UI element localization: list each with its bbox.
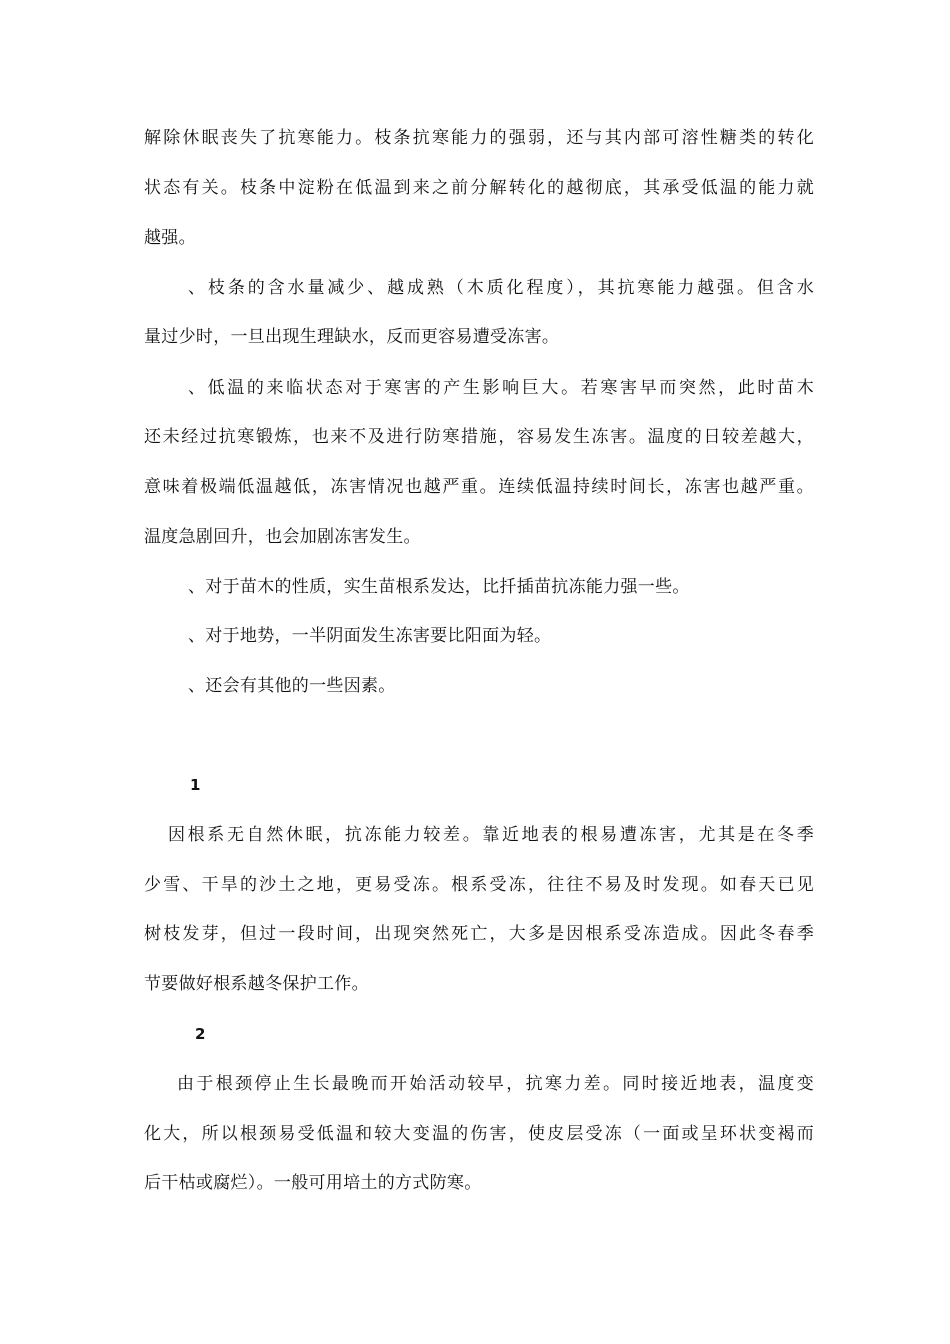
paragraph-line: 由于根颈停止生长最晚而开始活动较早，抗寒力差。同时接近地表，温度变 [177,1074,814,1094]
paragraph-line: 、枝条的含水量减少、越成熟（木质化程度），其抗寒能力越强。但含水 [188,278,814,298]
paragraph-line: 、低温的来临状态对于寒害的产生影响巨大。若寒害早而突然，此时苗木 [188,378,814,398]
paragraph-line: 化大，所以根颈易受低温和较大变温的伤害，使皮层受冻（一面或呈环状变褐而 [144,1124,814,1144]
paragraph-line: 温度急剧回升，也会加剧冻害发生。 [144,527,421,547]
paragraph-line: 、对于苗木的性质，实生苗根系发达，比扦插苗抗冻能力强一些。 [188,577,690,597]
paragraph-line: 后干枯或腐烂）。一般可用培土的方式防寒。 [144,1173,482,1193]
paragraph-line: 、还会有其他的一些因素。 [188,676,396,696]
paragraph-line: 树枝发芽，但过一段时间，出现突然死亡，大多是因根系受冻造成。因此冬春季 [144,924,814,944]
paragraph-line: 越强。 [144,228,196,248]
section-number: 2 [195,1025,206,1043]
paragraph-line: 量过少时，一旦出现生理缺水，反而更容易遭受冻害。 [144,327,560,347]
paragraph-line: 、对于地势，一半阴面发生冻害要比阳面为轻。 [188,626,552,646]
paragraph-line: 状态有关。枝条中淀粉在低温到来之前分解转化的越彻底，其承受低温的能力就 [144,178,814,198]
paragraph-line: 还未经过抗寒锻炼，也来不及进行防寒措施，容易发生冻害。温度的日较差越大， [144,427,814,447]
paragraph-line: 因根系无自然休眠，抗冻能力较差。靠近地表的根易遭冻害，尤其是在冬季 [168,825,814,845]
section-number: 1 [190,776,201,794]
paragraph-line: 意味着极端低温越低，冻害情况也越严重。连续低温持续时间长，冻害也越严重。 [144,477,814,497]
paragraph-line: 少雪、干旱的沙土之地，更易受冻。根系受冻，往往不易及时发现。如春天已见 [144,875,814,895]
paragraph-line: 解除休眠丧失了抗寒能力。枝条抗寒能力的强弱，还与其内部可溶性糖类的转化 [144,128,814,148]
paragraph-line: 节要做好根系越冬保护工作。 [144,974,369,994]
